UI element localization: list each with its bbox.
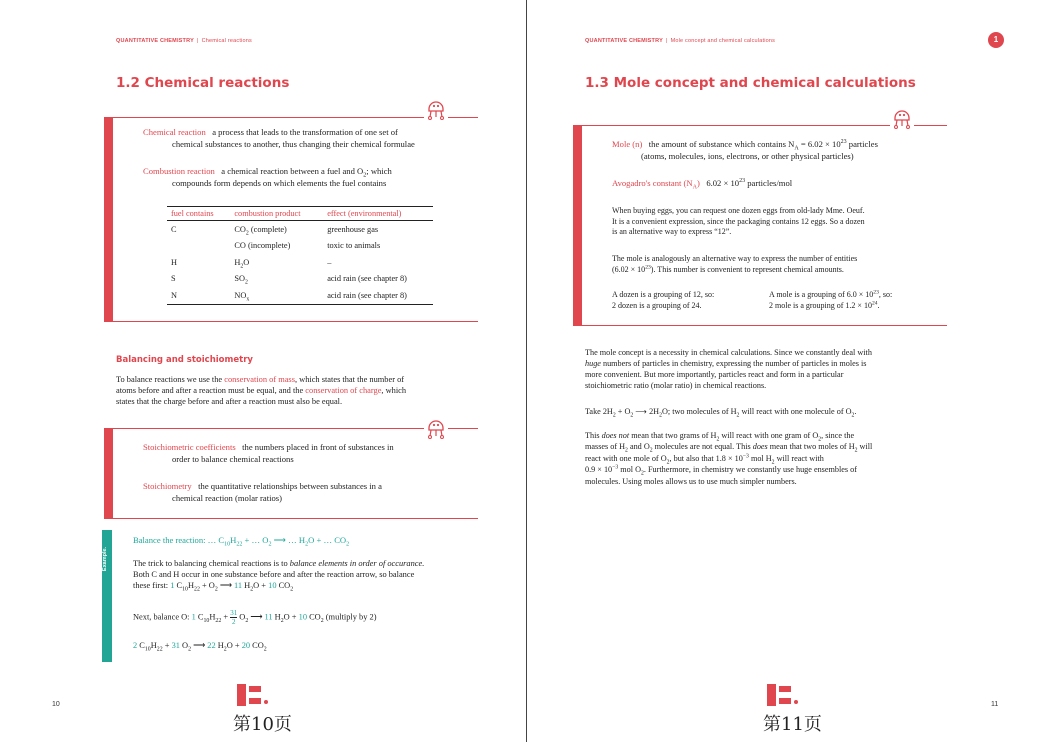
- page-label: 第10页: [233, 714, 292, 735]
- page-number: 11: [991, 701, 999, 708]
- table-row: CO (incomplete) toxic to animals: [234, 241, 381, 251]
- dozen-comparison: A dozen is a grouping of 12, so: 2 dozen is a grouping of 24.: [612, 290, 715, 310]
- example-step-o: Next, balance O: 1 $C_{10}H_{22} + \frac{31}{2}$ $O_2$ ⟶ 11 $H_2O + 10$ $CO_2$ (multiply by 2): [133, 609, 377, 626]
- eggs-paragraph: When buying eggs, you can request one dozen eggs from old-lady Mme. Oeuf. It is a convenient expression, since the packaging contains 12 eggs. So a dozen is an alternative way to express “12”.: [612, 206, 865, 236]
- section-title: 1.2 Chemical reactions: [116, 75, 290, 91]
- table-header: effect (environmental): [323, 207, 433, 221]
- definition-avogadro: Avogadro's constant $(N_A)$ $6.02 \times 10^{23}$ particles/mol: [612, 178, 793, 191]
- mascot-icon: [424, 414, 448, 440]
- example-result: 2 $C_{10}H_{22} + 31$ $O_2$ ⟶ 22 $H_2O + 20$ $CO_2$: [133, 641, 267, 653]
- running-header: QUANTITATIVE CHEMISTRY | Mole concept and chemical calculations: [585, 38, 776, 44]
- notification-badge[interactable]: 1: [988, 32, 1004, 48]
- table-row: C $CO_2$ (complete) greenhouse gas: [171, 224, 379, 237]
- table-row: H $H_2O$ –: [171, 257, 332, 270]
- mole-analogy-paragraph: The mole is analogously an alternative way to express the number of entities $(6.02 \times 10^{23})$. This number is convenient to represent chemical amounts.: [612, 254, 858, 274]
- definition-mole: Mole (n) the amount of substance which contains $N_A = 6.02 \times 10^{23}$ particles (atoms, molecules, ions, electrons, or other physical particles): [612, 139, 878, 161]
- definition-chemical-reaction: Chemical reaction a process that leads to the transformation of one set of chemical substances to another, thus changing their chemical formulae: [143, 127, 415, 149]
- example-title: Balance the reaction: … $C_{10}H_{22}$ + … $O_2$ ⟶ … $H_2O$ + … $CO_2$: [133, 535, 350, 548]
- mascot-icon: [890, 104, 914, 130]
- mole-concept-paragraph: The mole concept is a necessity in chemical calculations. Since we constantly deal with huge numbers of particles in chemistry, expressing the number of particles in moles is more convenient. But more importantly, particles react and form in a particular stoichiometric ratio (molar ratio) in chemical reactions.: [585, 348, 872, 390]
- example-text: The trick to balancing chemical reactions is to balance elements in order of occurance. Both C and H occur in one substance before and after the reaction arrow, so balance these first: 1 $C_{10}H_{22} + O_2$ ⟶ 11 $H_2O + 10$ $CO_2$: [133, 559, 425, 594]
- balancing-paragraph: To balance reactions we use the conservation of mass, which states that the number of atoms before and after a reaction must be equal, and the conservation of charge, which states that the charge before and after a reaction must also be equal.: [116, 375, 407, 407]
- example-bar: Example.: [102, 530, 112, 662]
- subsection-heading: Balancing and stoichiometry: [116, 355, 253, 365]
- running-header: QUANTITATIVE CHEMISTRY | Chemical reactions: [116, 38, 252, 44]
- table-header-row: [167, 207, 433, 221]
- table-row: S $SO_2$ acid rain (see chapter 8): [171, 274, 407, 286]
- left-page: [0, 0, 526, 742]
- definition-stoichiometry: Stoichiometry the quantitative relationships between substances in a chemical reaction (molar ratios): [143, 481, 382, 503]
- reaction-example: Take $2H_2 + O_2$ ⟶ $2H_2O$; two molecules of $H_2$ will react with one molecule of $O_2$.: [585, 407, 857, 419]
- mascot-icon: [424, 95, 448, 121]
- mole-comparison: A mole is a grouping of $6.0 \times 10^{23}$, so: 2 mole is a grouping of $1.2 \times 10^{24}$.: [769, 289, 893, 310]
- combustion-table: [167, 206, 433, 305]
- section-title: 1.3 Mole concept and chemical calculations: [585, 75, 916, 91]
- right-page: [528, 0, 1056, 742]
- page-divider: [526, 0, 527, 742]
- definition-combustion: Combustion reaction a chemical reaction between a fuel and $O_2$; which compounds form depends on which elements the fuel contains: [143, 166, 392, 188]
- page-label: 第11页: [763, 714, 822, 735]
- table-row: N $NO_x$ acid rain (see chapter 8): [167, 287, 433, 304]
- table-header: fuel contains: [167, 207, 230, 221]
- table-header: combustion product: [230, 207, 323, 221]
- does-not-paragraph: This does not mean that two grams of $H_2$ will react with one gram of $O_2$, since the masses of $H_2$ and $O_2$ molecules are not equal. This does mean that two moles of $H_2$ will react with one mole of $O_2$, but also that $1.8 \times 10^{-3}$ mol $H_2$ will react with $0.9 \times 10^{-3}$ mol $O_2$. Furthermore, in chemistry we constantly use huge ensembles of molecules. Using moles allows us to use much simpler numbers.: [585, 431, 873, 486]
- definition-stoichiometric-coefficients: Stoichiometric coefficients the numbers placed in front of substances in order to balance chemical reactions: [143, 442, 394, 464]
- page-number: 10: [52, 701, 60, 708]
